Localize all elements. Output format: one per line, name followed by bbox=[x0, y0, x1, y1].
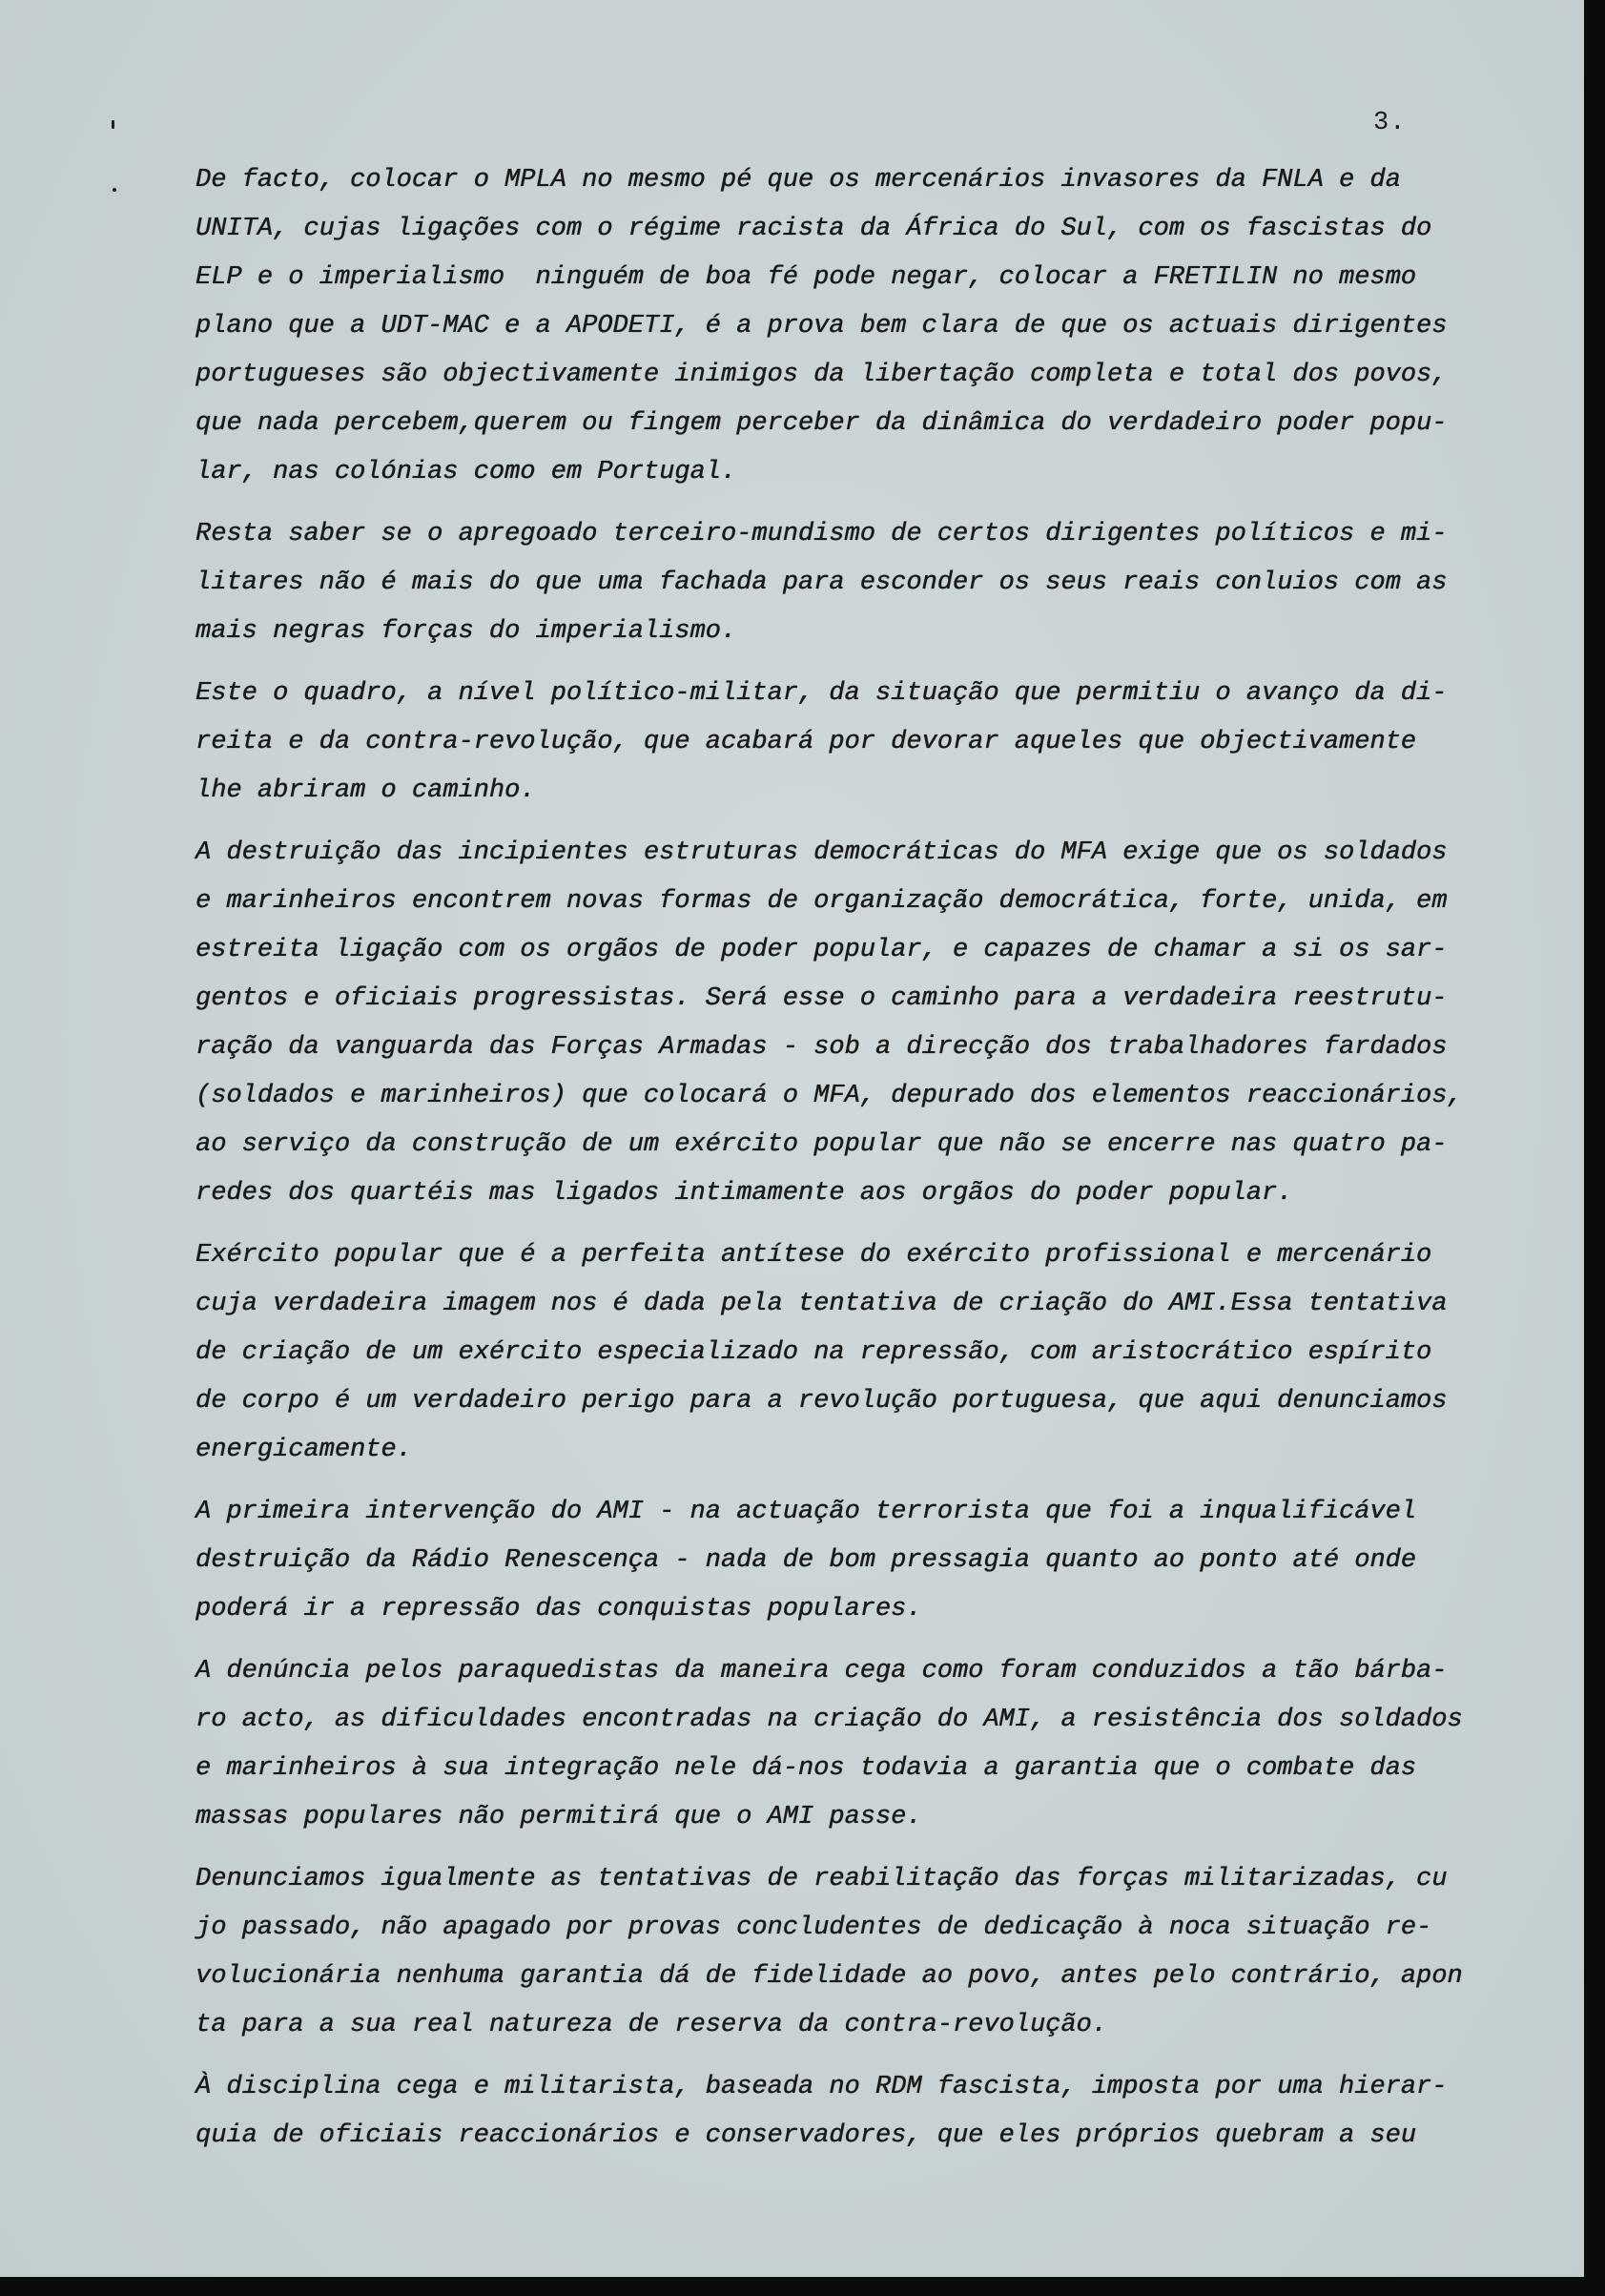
paragraph bbox=[195, 2063, 1559, 2161]
text-line: Este o quadro, a nível político-militar, da situação que permitiu o avanço da di- bbox=[195, 679, 1448, 708]
text-line: e marinheiros encontrem novas formas de organização democrática, forte, unida, em bbox=[195, 887, 1448, 916]
text-line: UNITA, cujas ligações com o régime racista da África do Sul, com os fascistas do bbox=[195, 215, 1432, 243]
text-line: Resta saber se o apregoado terceiro-mundismo de certos dirigentes políticos e mi- bbox=[195, 520, 1448, 548]
text-line: redes dos quartéis mas ligados intimamente aos orgãos do poder popular. bbox=[195, 1179, 1293, 1208]
text-line: A denúncia pelos paraquedistas da maneira cega como foram conduzidos a tão bárba- bbox=[195, 1657, 1448, 1686]
text-line: massas populares não permitirá que o AMI passe. bbox=[195, 1803, 922, 1831]
text-line: mais negras forças do imperialismo. bbox=[195, 617, 737, 646]
text-line: ro acto, as dificuldades encontradas na criação do AMI, a resistência dos soldados bbox=[195, 1706, 1463, 1734]
scan-border-bottom bbox=[0, 2277, 1605, 2296]
text-line: (soldados e marinheiros) que colocará o MFA, depurado dos elementos reaccionários, bbox=[195, 1082, 1463, 1110]
text-line: destruição da Rádio Renescença - nada de bom pressagia quanto ao ponto até onde bbox=[195, 1546, 1417, 1575]
text-line: portugueses são objectivamente inimigos da libertação completa e total dos povos, bbox=[195, 361, 1448, 389]
text-line: Exército popular que é a perfeita antítese do exército profissional e mercenário bbox=[195, 1241, 1432, 1270]
scan-mark bbox=[112, 120, 114, 129]
text-line: plano que a UDT-MAC e a APODETI, é a prova bem clara de que os actuais dirigentes bbox=[195, 312, 1448, 341]
text-line: lhe abriram o caminho. bbox=[195, 776, 536, 805]
paragraph bbox=[195, 1647, 1559, 1842]
paragraph bbox=[195, 1231, 1559, 1475]
text-line: ao serviço da construção de um exército popular que não se encerre nas quatro pa- bbox=[195, 1130, 1448, 1159]
text-line: volucionária nenhuma garantia dá de fidelidade ao povo, antes pelo contrário, apon bbox=[195, 1962, 1463, 1991]
text-line: À disciplina cega e militarista, baseada no RDM fascista, imposta por uma hierar- bbox=[195, 2073, 1448, 2101]
text-line: gentos e oficiais progressistas. Será esse o caminho para a verdadeira reestrutu- bbox=[195, 984, 1448, 1013]
paragraph bbox=[195, 829, 1559, 1218]
text-line: Denunciamos igualmente as tentativas de reabilitação das forças militarizadas, cu bbox=[195, 1865, 1448, 1893]
paragraph bbox=[195, 1488, 1559, 1634]
text-line: ração da vanguarda das Forças Armadas - sob a direcção dos trabalhadores fardados bbox=[195, 1033, 1448, 1062]
text-line: A destruição das incipientes estruturas democráticas do MFA exige que os soldados bbox=[195, 838, 1448, 867]
text-line: ELP e o imperialismo ninguém de boa fé pode negar, colocar a FRETILIN no mesmo bbox=[195, 263, 1417, 292]
text-line: de corpo é um verdadeiro perigo para a revolução portuguesa, que aqui denunciamos bbox=[195, 1387, 1448, 1416]
text-line: cuja verdadeira imagem nos é dada pela tentativa de criação do AMI.Essa tentativa bbox=[195, 1290, 1448, 1318]
text-line: estreita ligação com os orgãos de poder popular, e capazes de chamar a si os sar- bbox=[195, 936, 1448, 964]
scan-mark bbox=[113, 188, 116, 192]
page-number: 3. bbox=[1373, 109, 1407, 137]
text-line: De facto, colocar o MPLA no mesmo pé que os mercenários invasores da FNLA e da bbox=[195, 166, 1401, 195]
paragraph bbox=[195, 156, 1559, 497]
scan-border-right bbox=[1584, 0, 1605, 2296]
text-line: poderá ir a repressão das conquistas populares. bbox=[195, 1595, 922, 1624]
text-line: jo passado, não apagado por provas concludentes de dedicação à noca situação re- bbox=[195, 1913, 1432, 1942]
text-line: de criação de um exército especializado na repressão, com aristocrático espírito bbox=[195, 1338, 1432, 1367]
text-line: e marinheiros à sua integração nele dá-nos todavia a garantia que o combate das bbox=[195, 1754, 1417, 1783]
text-line: que nada percebem,querem ou fingem perceber da dinâmica do verdadeiro poder popu- bbox=[195, 409, 1448, 438]
text-line: lar, nas colónias como em Portugal. bbox=[195, 458, 737, 486]
text-line: litares não é mais do que uma fachada para esconder os seus reais conluios com as bbox=[195, 569, 1448, 597]
document-body bbox=[195, 156, 1559, 2174]
paragraph bbox=[195, 1855, 1559, 2050]
text-line: energicamente. bbox=[195, 1436, 412, 1464]
paragraph bbox=[195, 510, 1559, 656]
text-line: reita e da contra-revolução, que acabará por devorar aqueles que objectivamente bbox=[195, 728, 1417, 756]
text-line: ta para a sua real natureza de reserva da contra-revolução. bbox=[195, 2011, 1107, 2039]
text-line: A primeira intervenção do AMI - na actuação terrorista que foi a inqualificável bbox=[195, 1498, 1417, 1526]
paragraph bbox=[195, 670, 1559, 816]
text-line: quia de oficiais reaccionários e conservadores, que eles próprios quebram a seu bbox=[195, 2121, 1417, 2150]
